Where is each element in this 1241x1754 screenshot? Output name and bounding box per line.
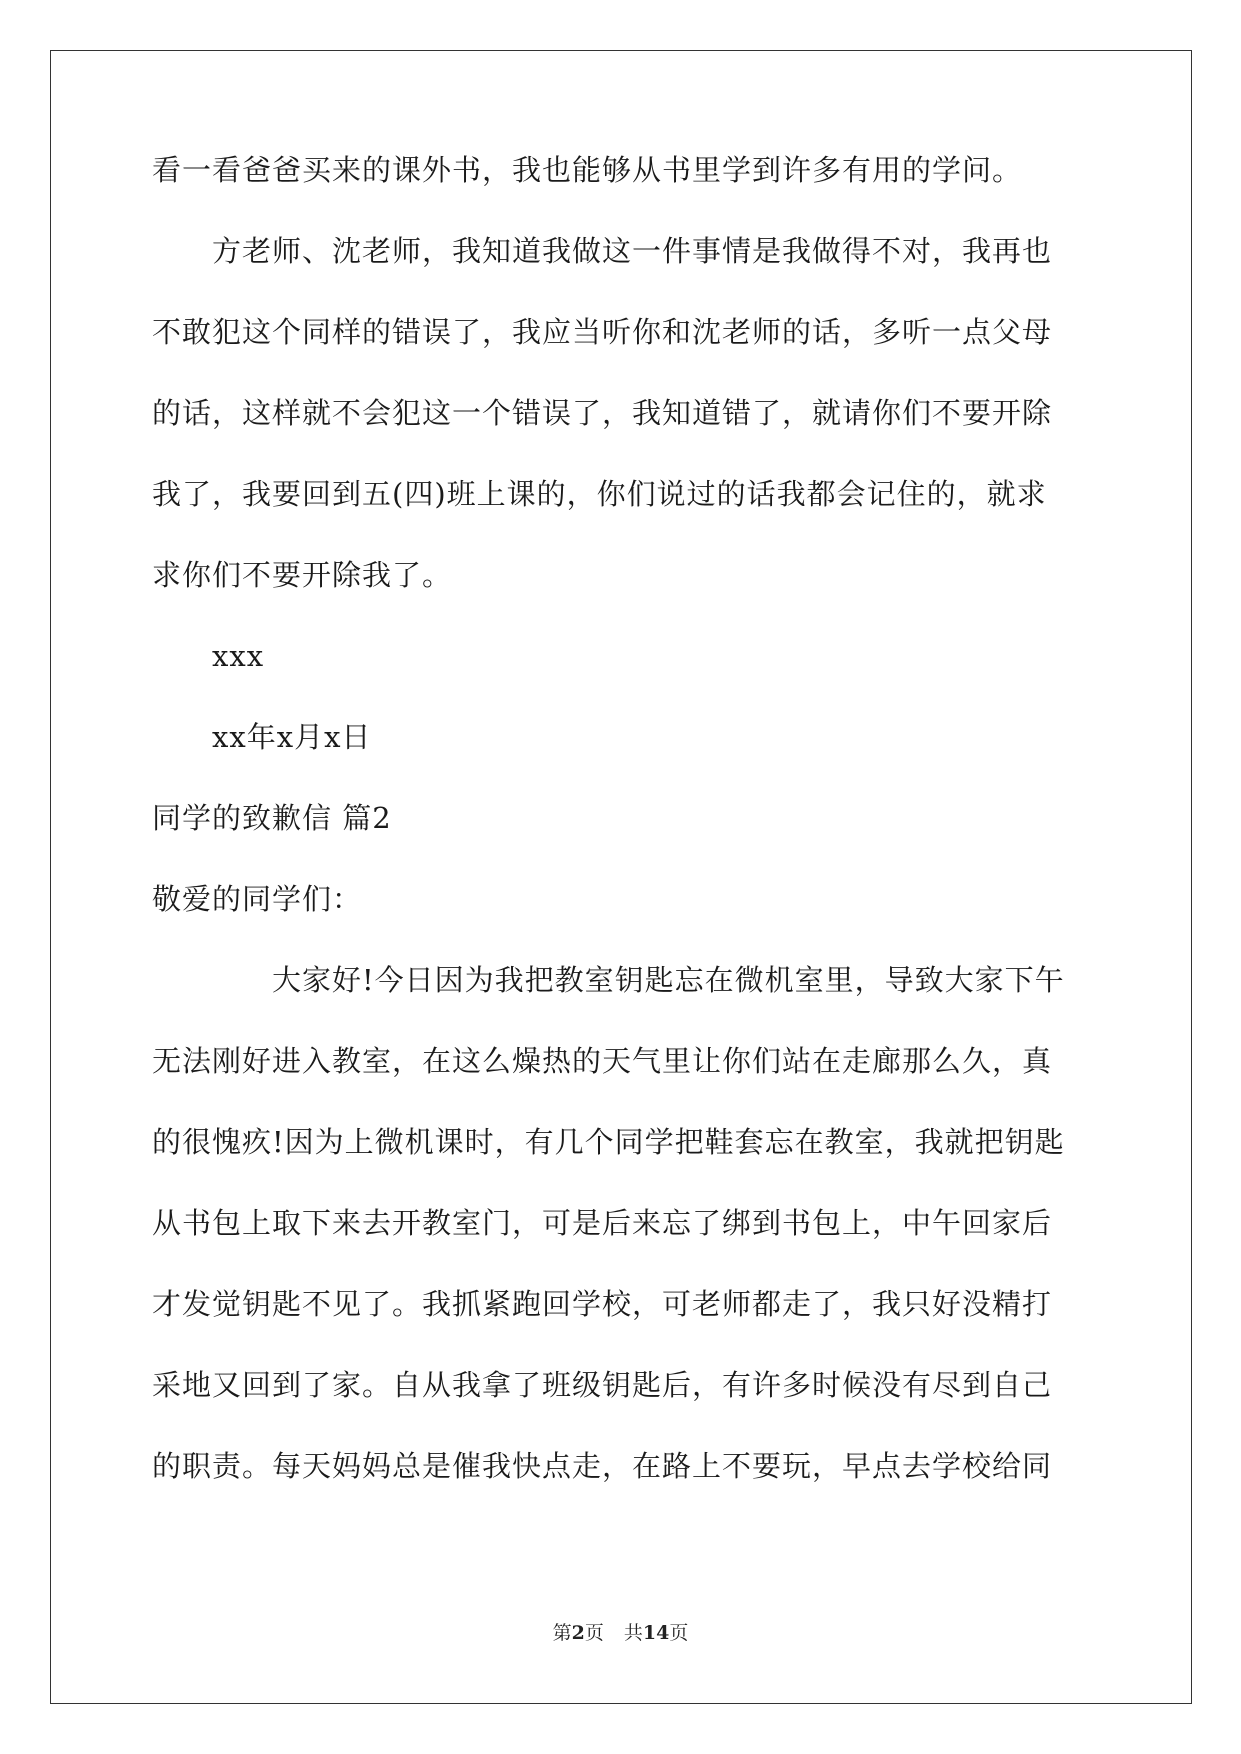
body-line: 方老师、沈老师，我知道我做这一件事情是我做得不对，我再也 xyxy=(152,234,1053,268)
body-line: 看一看爸爸买来的课外书，我也能够从书里学到许多有用的学问。 xyxy=(152,153,1023,187)
section-title: 同学的致歉信 篇2 xyxy=(152,801,392,835)
body-line: 无法刚好进入教室，在这么燥热的天气里让你们站在走廊那么久，真 xyxy=(152,1044,1053,1078)
body-line: 的话，这样就不会犯这一个错误了，我知道错了，就请你们不要开除 xyxy=(152,396,1053,430)
body-line: 才发觉钥匙不见了。我抓紧跑回学校，可老师都走了，我只好没精打 xyxy=(152,1287,1053,1321)
total-pages: 14 xyxy=(642,1622,670,1644)
page-footer xyxy=(0,1618,1241,1645)
body-line: 大家好!今日因为我把教室钥匙忘在微机室里，导致大家下午 xyxy=(152,963,1065,997)
body-line: 从书包上取下来去开教室门，可是后来忘了绑到书包上，中午回家后 xyxy=(152,1206,1053,1240)
signature-name: xxx xyxy=(152,639,265,673)
body-line: 的很愧疚!因为上微机课时，有几个同学把鞋套忘在教室，我就把钥匙 xyxy=(152,1125,1065,1159)
body-line: 采地又回到了家。自从我拿了班级钥匙后，有许多时候没有尽到自己 xyxy=(152,1368,1053,1402)
body-line: 的职责。每天妈妈总是催我快点走，在路上不要玩，早点去学校给同 xyxy=(152,1449,1053,1483)
body-line: 不敢犯这个同样的错误了，我应当听你和沈老师的话，多听一点父母 xyxy=(152,315,1053,349)
page-prefix: 第 xyxy=(552,1622,572,1644)
signature-date: xx年x月x日 xyxy=(152,720,372,754)
page-suffix: 页 xyxy=(584,1622,604,1644)
total-prefix: 共 xyxy=(623,1622,643,1644)
body-line: 我了，我要回到五(四)班上课的，你们说过的话我都会记住的，就求 xyxy=(152,477,1047,511)
salutation: 敬爱的同学们： xyxy=(152,882,363,916)
total-suffix: 页 xyxy=(669,1622,689,1644)
page-number: 2 xyxy=(571,1622,585,1644)
document-body xyxy=(152,130,1092,1507)
body-line: 求你们不要开除我了。 xyxy=(152,558,453,592)
